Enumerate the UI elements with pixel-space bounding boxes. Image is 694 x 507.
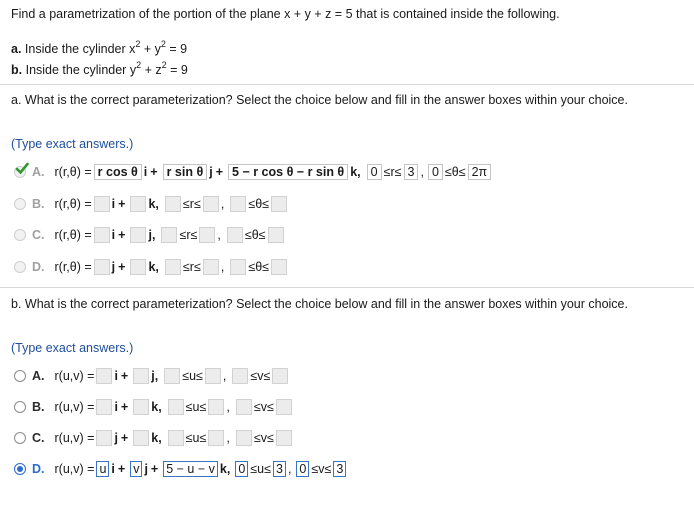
answer-box[interactable]: [168, 430, 184, 446]
answer-box[interactable]: [94, 227, 110, 243]
answer-box[interactable]: [208, 399, 224, 415]
le-sign: ≤: [263, 369, 271, 383]
plus-sign: +: [117, 462, 126, 476]
radio-icon[interactable]: [14, 432, 26, 444]
unit-k: k: [151, 400, 159, 414]
qb-choice-b[interactable]: [14, 397, 294, 417]
question-a-text: a. What is the correct parameterization? Select the choice below and fill in the answer boxes within your choice.: [11, 93, 628, 107]
le-sign: ≤: [185, 431, 193, 445]
answer-box[interactable]: [96, 430, 112, 446]
var-r: r: [189, 197, 194, 211]
answer-box-r-low[interactable]: 0: [367, 164, 382, 180]
plus-sign: +: [150, 462, 159, 476]
plus-sign: +: [118, 197, 126, 211]
plus-sign: +: [120, 431, 129, 445]
le-sign: ≤: [258, 228, 266, 242]
qa-choice-a[interactable]: [14, 162, 493, 182]
qb-choice-a[interactable]: [14, 366, 290, 386]
problem-statement: Find a parametrization of the portion of the plane x + y + z = 5 that is contained inside the following.: [11, 7, 560, 21]
answer-box[interactable]: [164, 368, 180, 384]
le-sign: ≤: [190, 228, 198, 242]
choice-letter: B.: [32, 400, 45, 414]
answer-box[interactable]: [165, 196, 181, 212]
comma: ,: [220, 260, 225, 274]
le-sign: ≤: [179, 228, 187, 242]
choice-lhs: r(r,θ) =: [54, 165, 92, 179]
part-a-description: a. Inside the cylinder $x^2 + y^2 = 9$: [11, 39, 188, 57]
answer-box[interactable]: [133, 368, 149, 384]
le-sign: ≤: [262, 260, 270, 274]
answer-box-x[interactable]: u: [96, 461, 109, 477]
radio-icon[interactable]: [14, 401, 26, 413]
answer-box[interactable]: [133, 399, 149, 415]
le-sign: ≤: [266, 431, 274, 445]
answer-box[interactable]: [168, 399, 184, 415]
unit-i: i: [143, 165, 148, 179]
le-sign: ≤: [253, 431, 261, 445]
le-sign: ≤: [266, 400, 274, 414]
choice-letter: A.: [32, 165, 45, 179]
comma: ,: [222, 369, 227, 383]
le-sign: ≤: [264, 462, 271, 476]
answer-box-theta-low[interactable]: 0: [428, 164, 443, 180]
var-r: r: [390, 165, 395, 179]
le-sign: ≤: [193, 260, 201, 274]
qa-choice-c[interactable]: [14, 225, 286, 245]
answer-box[interactable]: [199, 227, 215, 243]
answer-box[interactable]: [203, 259, 219, 275]
choice-lhs: r(r,θ) =: [54, 228, 92, 242]
answer-box-y[interactable]: v: [130, 461, 142, 477]
comma: ,: [220, 197, 225, 211]
choice-lhs: r(r,θ) =: [54, 197, 92, 211]
choice-lhs: r(u,v) =: [54, 462, 95, 476]
answer-box[interactable]: [236, 399, 252, 415]
plus-sign: +: [118, 260, 126, 274]
answer-box-theta-high[interactable]: 2π: [468, 164, 492, 180]
answer-box[interactable]: [227, 227, 243, 243]
choice-letter: D.: [32, 462, 45, 476]
answer-box-z[interactable]: 5 − u − v: [163, 461, 218, 477]
answer-box-v-high[interactable]: 3: [333, 461, 346, 477]
le-sign: ≤: [394, 165, 402, 179]
unit-i: i: [111, 462, 115, 476]
le-sign: ≤: [250, 462, 258, 476]
answer-box[interactable]: [94, 259, 110, 275]
comma: ,: [158, 400, 162, 414]
answer-box[interactable]: [236, 430, 252, 446]
var-u: u: [192, 431, 200, 445]
answer-box-v-low[interactable]: 0: [296, 461, 309, 477]
answer-box[interactable]: [276, 430, 292, 446]
radio-icon[interactable]: [14, 229, 26, 241]
plus-sign: +: [118, 228, 126, 242]
le-sign: ≤: [250, 369, 258, 383]
answer-box-r-high[interactable]: 3: [404, 164, 419, 180]
choice-letter: C.: [32, 431, 45, 445]
le-sign: ≤: [196, 369, 203, 383]
answer-box[interactable]: [130, 259, 146, 275]
le-sign: ≤: [458, 165, 466, 179]
unit-j: j: [111, 260, 116, 274]
var-r: r: [189, 260, 194, 274]
check-icon: [15, 162, 29, 176]
le-sign: ≤: [193, 197, 201, 211]
unit-i: i: [111, 228, 116, 242]
radio-icon[interactable]: [14, 261, 26, 273]
comma: ,: [357, 165, 361, 179]
comma: ,: [155, 260, 159, 274]
le-sign: ≤: [182, 197, 190, 211]
unit-j: j: [114, 431, 118, 445]
answer-box[interactable]: [130, 227, 146, 243]
le-sign: ≤: [324, 462, 332, 476]
answer-box[interactable]: [268, 227, 284, 243]
unit-j: j: [144, 462, 148, 476]
choice-letter: C.: [32, 228, 45, 242]
choice-lhs: r(r,θ) =: [54, 260, 92, 274]
comma: ,: [154, 369, 159, 383]
unit-j: j: [151, 369, 155, 383]
answer-box[interactable]: [133, 430, 149, 446]
le-sign: ≤: [248, 197, 256, 211]
answer-box-x[interactable]: r cos θ: [94, 164, 142, 180]
comma: ,: [217, 228, 221, 242]
answer-box[interactable]: [96, 368, 112, 384]
answer-box[interactable]: [232, 368, 248, 384]
le-sign: ≤: [199, 431, 207, 445]
answer-box[interactable]: [208, 430, 224, 446]
unit-k: k: [219, 462, 227, 476]
le-sign: ≤: [262, 197, 270, 211]
var-u: u: [192, 400, 200, 414]
var-theta: θ: [255, 260, 263, 274]
section-divider: [0, 287, 694, 288]
plus-sign: +: [120, 369, 129, 383]
comma: ,: [155, 197, 159, 211]
var-v: v: [260, 400, 267, 414]
le-sign: ≤: [311, 462, 319, 476]
section-divider: [0, 84, 694, 85]
answer-box[interactable]: [161, 227, 177, 243]
le-sign: ≤: [383, 165, 391, 179]
qb-choice-d[interactable]: [14, 459, 348, 479]
radio-icon[interactable]: [14, 370, 26, 382]
var-v: v: [318, 462, 325, 476]
part-b-description: b. Inside the cylinder $y^2 + z^2 = 9$: [11, 60, 188, 78]
answer-box[interactable]: [203, 196, 219, 212]
answer-box[interactable]: [205, 368, 221, 384]
choice-letter: A.: [32, 369, 45, 383]
le-sign: ≤: [182, 260, 190, 274]
comma: ,: [226, 431, 230, 445]
comma: ,: [287, 462, 292, 476]
answer-box[interactable]: [230, 259, 246, 275]
le-sign: ≤: [185, 400, 193, 414]
le-sign: ≤: [199, 400, 207, 414]
unit-k: k: [350, 165, 358, 179]
answer-box-y[interactable]: r sin θ: [163, 164, 208, 180]
radio-icon[interactable]: [14, 198, 26, 210]
unit-i: i: [111, 197, 116, 211]
radio-selected-icon[interactable]: [14, 463, 26, 475]
plus-sign: +: [215, 165, 224, 179]
le-sign: ≤: [248, 260, 256, 274]
answer-box[interactable]: [230, 196, 246, 212]
answer-box-z[interactable]: 5 − r cos θ − r sin θ: [228, 164, 348, 180]
correct-check-icon: [14, 166, 26, 178]
var-u: u: [189, 369, 197, 383]
choice-letter: B.: [32, 197, 45, 211]
question-a-hint: (Type exact answers.): [11, 137, 134, 151]
comma: ,: [420, 165, 424, 179]
answer-box[interactable]: [130, 196, 146, 212]
var-theta: θ: [251, 228, 259, 242]
comma: ,: [151, 228, 156, 242]
le-sign: ≤: [182, 369, 190, 383]
unit-i: i: [114, 369, 118, 383]
answer-box[interactable]: [271, 259, 287, 275]
answer-box-u-high[interactable]: 3: [273, 461, 286, 477]
qb-choice-c[interactable]: [14, 428, 294, 448]
unit-i: i: [114, 400, 118, 414]
var-v: v: [257, 369, 264, 383]
comma: ,: [226, 462, 231, 476]
var-r: r: [186, 228, 191, 242]
comma: ,: [226, 400, 230, 414]
question-b-text: b. What is the correct parameterization? Select the choice below and fill in the answer boxes within your choice.: [11, 297, 628, 311]
comma: ,: [158, 431, 162, 445]
plus-sign: +: [150, 165, 158, 179]
answer-box[interactable]: [94, 196, 110, 212]
var-v: v: [260, 431, 267, 445]
choice-lhs: r(u,v) =: [54, 431, 95, 445]
answer-box[interactable]: [271, 196, 287, 212]
plus-sign: +: [120, 400, 129, 414]
qa-choice-b[interactable]: [14, 194, 289, 214]
question-b-hint: (Type exact answers.): [11, 341, 134, 355]
choice-lhs: r(u,v) =: [54, 400, 95, 414]
answer-box[interactable]: [272, 368, 288, 384]
var-theta: θ: [255, 197, 263, 211]
unit-j: j: [209, 165, 213, 179]
le-sign: ≤: [244, 228, 252, 242]
unit-k: k: [151, 431, 159, 445]
unit-j: j: [148, 228, 152, 242]
var-theta: θ: [451, 165, 459, 179]
var-u: u: [257, 462, 265, 476]
answer-box-u-low[interactable]: 0: [235, 461, 248, 477]
choice-lhs: r(u,v) =: [54, 369, 95, 383]
le-sign: ≤: [253, 400, 261, 414]
choice-letter: D.: [32, 260, 45, 274]
le-sign: ≤: [444, 165, 452, 179]
unit-k: k: [148, 260, 156, 274]
answer-box[interactable]: [276, 399, 292, 415]
qa-choice-d[interactable]: [14, 257, 289, 277]
answer-box[interactable]: [165, 259, 181, 275]
answer-box[interactable]: [96, 399, 112, 415]
unit-k: k: [148, 197, 156, 211]
